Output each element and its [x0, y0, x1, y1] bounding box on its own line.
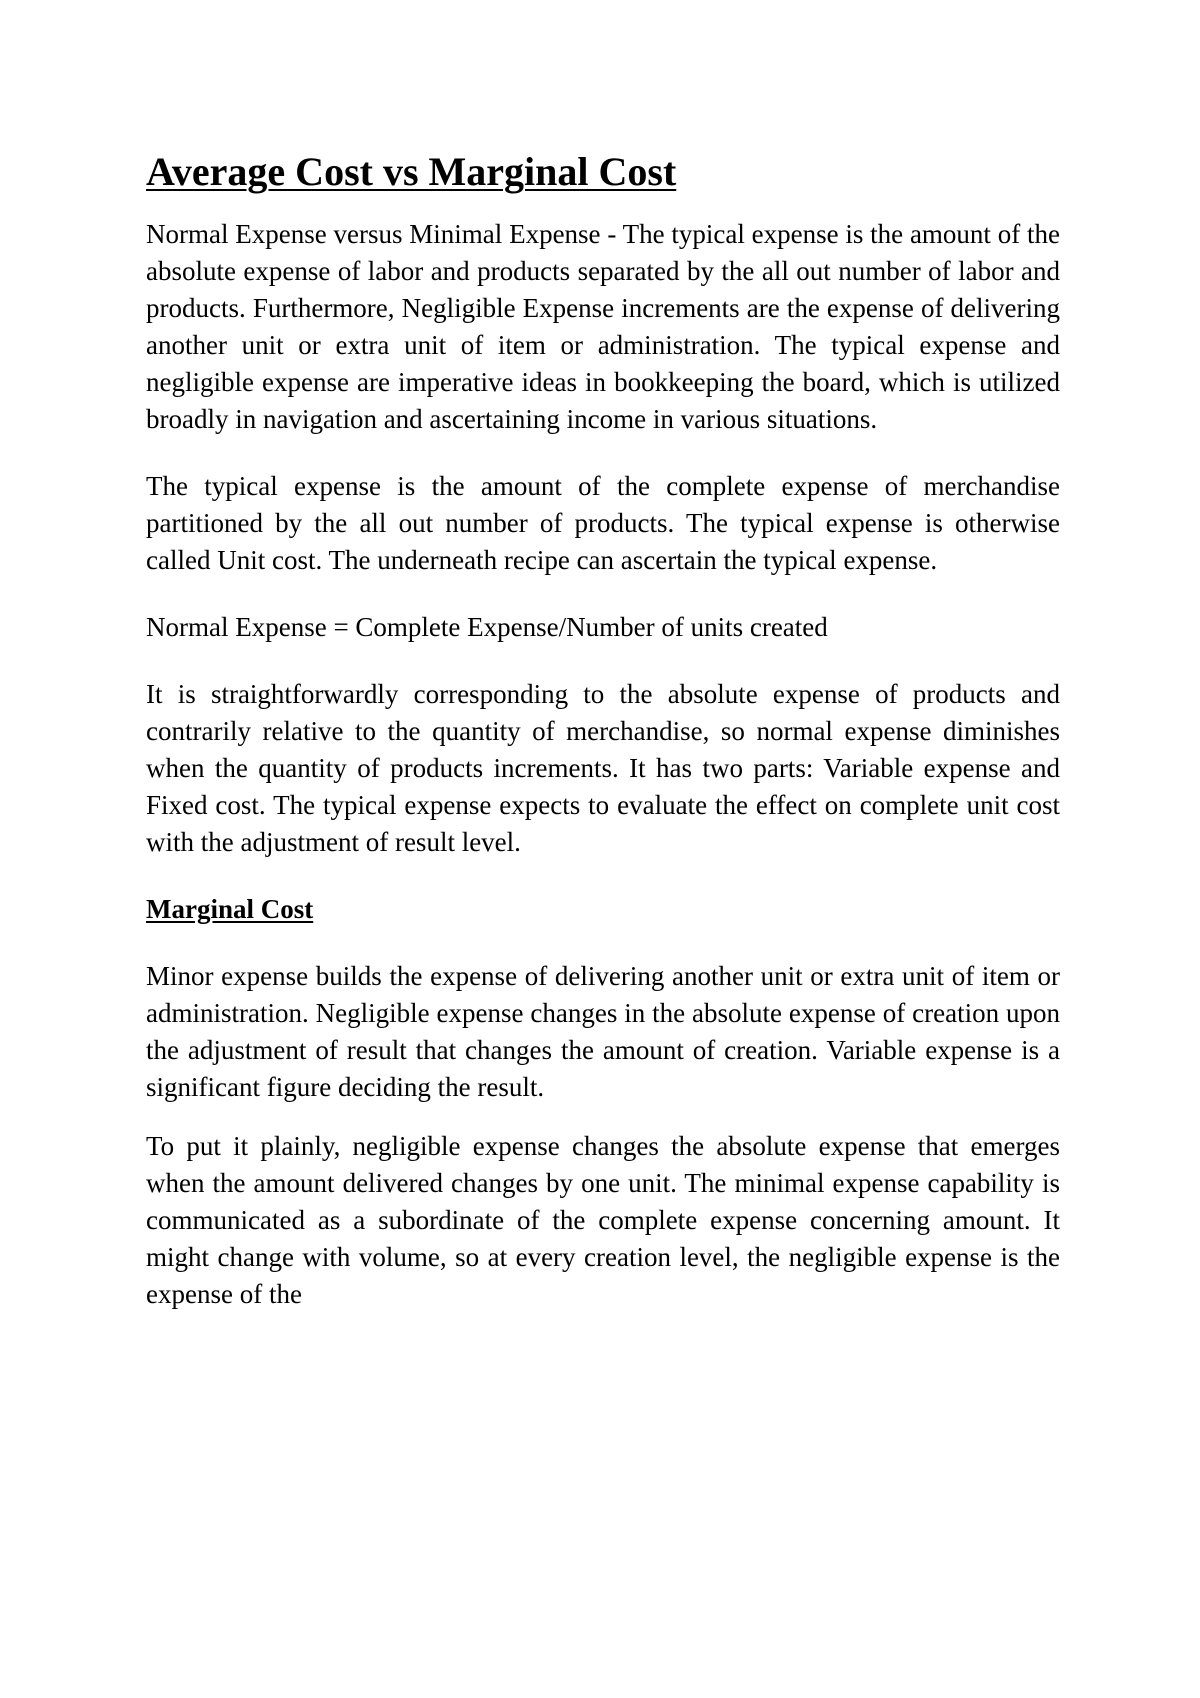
paragraph-marginal-cost-details: To put it plainly, negligible expense changes the absolute expense that emerges when the amount delivered changes by one unit. The minimal expense capability is communicated as a subordinate of the complete expense concerning amount. It might change with volume, so at every creation level, the negligible expense is the expense of the	[146, 1131, 1060, 1309]
paragraph-average-cost-details: It is straightforwardly corresponding to the absolute expense of products and contrarily relative to the quantity of merchandise, so normal expense diminishes when the quantity of products increments. It has two parts: Variable expense and Fixed cost. The typical expense expects to evaluate the effect on complete unit cost with the adjustment of result level.	[146, 679, 1060, 857]
paragraph-formula: Normal Expense = Complete Expense/Number of units created	[146, 612, 828, 642]
paragraph-average-cost: The typical expense is the amount of the complete expense of merchandise partitioned by the all out number of products. The typical expense is otherwise called Unit cost. The underneath recipe can ascertain the typical expense.	[146, 471, 1060, 575]
paragraph-marginal-cost: Minor expense builds the expense of delivering another unit or extra unit of item or administration. Negligible expense changes in the absolute expense of creation upon the adjustment of result that changes the amount of creation. Variable expense is a significant figure deciding the result.	[146, 961, 1060, 1102]
paragraph-intro: Normal Expense versus Minimal Expense - The typical expense is the amount of the absolute expense of labor and products separated by the all out number of labor and products. Furthermore, Negligible Expense increments are the expense of delivering another unit or extra unit of item or administration. The typical expense and negligible expense are imperative ideas in bookkeeping the board, which is utilized broadly in navigation and ascertaining income in various situations.	[146, 219, 1060, 434]
document-title: Average Cost vs Marginal Cost	[146, 149, 677, 194]
document-body	[146, 148, 1060, 1343]
section-heading-marginal-cost: Marginal Cost	[146, 894, 314, 924]
